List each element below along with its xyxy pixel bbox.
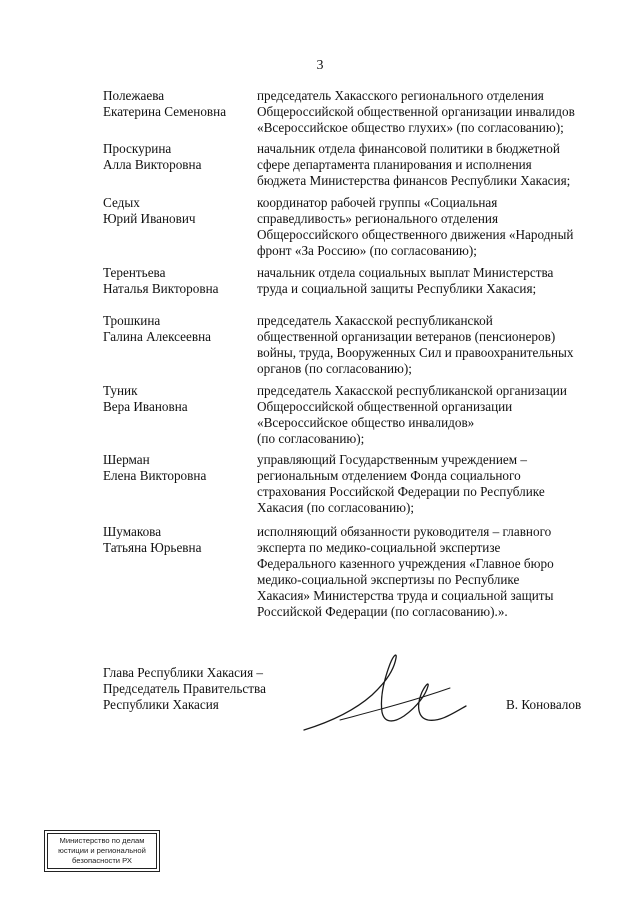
member-name [103,141,253,173]
member-name-line: Вера Ивановна [103,399,188,414]
signer-name: В. Коновалов [506,697,582,712]
signatory-title-line: Председатель Правительства [103,681,266,696]
member-role-line: начальник отдела финансовой политики в бюджетной [257,141,560,156]
handwritten-signature [300,650,470,740]
member-name-line: Галина Алексеевна [103,329,212,344]
member-name [103,383,253,415]
member-role-line: Общероссийского общественного движения «Народный [257,227,574,242]
member-role-line: региональным отделением Фонда социального [257,468,521,483]
member-name-line: Наталья Викторовна [103,281,219,296]
registration-stamp [47,833,157,869]
member-role-line: Общероссийской общественной организации [257,399,513,414]
member-name [103,452,253,484]
member-role-line: войны, труда, Вооруженных Сил и правоохранительных [257,345,574,360]
member-name-line: Юрий Иванович [103,211,196,226]
signatory-title-line: Глава Республики Хакасия – [103,665,264,680]
member-name-line: Седых [103,195,140,210]
member-name-line: Терентьева [103,265,166,280]
member-role-line: председатель Хакасской республиканской организации [257,383,567,398]
member-role-line: общественной организации ветеранов (пенсионеров) [257,329,556,344]
member-role-line: труда и социальной защиты Республики Хакасия; [257,281,537,296]
member-role-line: (по согласованию); [257,431,365,446]
page-number: 3 [316,58,324,73]
member-name [103,524,253,556]
member-role-line: эксперта по медико-социальной экспертизе [257,540,501,555]
member-role-line: страхования Российской Федерации по Республике [257,484,545,499]
member-role-line: «Всероссийское общество инвалидов» [257,415,475,430]
member-role [257,88,584,136]
member-name-line: Шерман [103,452,150,467]
stamp-line: Министерство по делам [59,836,145,845]
member-name-line: Татьяна Юрьевна [103,540,202,555]
member-name-line: Елена Викторовна [103,468,207,483]
member-role-line: Хакасия (по согласованию); [257,500,415,515]
member-role-line: Федерального казенного учреждения «Главное бюро [257,556,554,571]
member-name-line: Проскурина [103,141,172,156]
member-name-line: Туник [103,383,138,398]
member-role-line: координатор рабочей группы «Социальная [257,195,498,210]
signatory-title-line: Республики Хакасия [103,697,219,712]
member-role [257,141,584,189]
member-name-line: Полежаева [103,88,165,103]
member-role [257,524,584,620]
member-role-line: исполняющий обязанности руководителя – главного [257,524,552,539]
member-role-line: бюджета Министерства финансов Республики Хакасия; [257,173,571,188]
member-role-line: Хакасия» Министерства труда и социальной защиты [257,588,554,603]
stamp-line: безопасности РХ [72,856,132,865]
member-name-line: Екатерина Семеновна [103,104,227,119]
signatory-title [103,665,266,713]
member-role-line: «Всероссийское общество глухих» (по согласованию); [257,120,564,135]
member-role-line: медико-социальной экспертизы по Республике [257,572,520,587]
member-role [257,195,584,259]
member-role-line: председатель Хакасской республиканской [257,313,493,328]
member-role-line: органов (по согласованию); [257,361,412,376]
member-role-line: председатель Хакасского регионального отделения [257,88,544,103]
member-role-line: Общероссийской общественной организации инвалидов [257,104,575,119]
member-role [257,383,584,447]
member-role-line: сфере департамента планирования и исполнения [257,157,532,172]
member-role [257,265,584,297]
member-name [103,195,253,227]
member-name-line: Шумакова [103,524,162,539]
member-role-line: фронт «За Россию» (по согласованию); [257,243,477,258]
stamp-line: юстиции и региональной [58,846,146,855]
member-name [103,88,253,120]
member-role-line: начальник отдела социальных выплат Министерства [257,265,554,280]
member-role-line: Российской Федерации (по согласованию).». [257,604,508,619]
member-name-line: Трошкина [103,313,161,328]
member-role-line: управляющий Государственным учреждением – [257,452,527,467]
member-role [257,313,584,377]
member-name-line: Алла Викторовна [103,157,202,172]
member-name [103,313,253,345]
member-name [103,265,253,297]
member-role-line: справедливость» регионального отделения [257,211,499,226]
member-role [257,452,584,516]
